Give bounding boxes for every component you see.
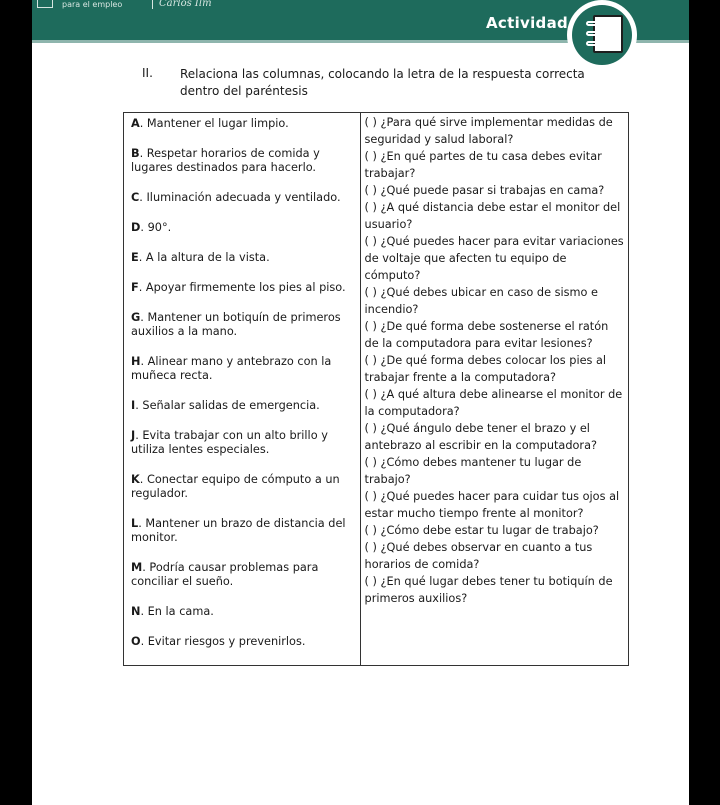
answer-text: . A la altura de la vista.: [138, 251, 270, 264]
answer-item: [131, 117, 354, 131]
answer-letter: H: [131, 355, 141, 368]
question-item[interactable]: ( ) ¿Cómo debe estar tu lugar de trabajo?: [364, 524, 599, 537]
question-item[interactable]: ( ) ¿Cómo debes mantener tu lugar de trabajo?: [364, 456, 582, 486]
answer-letter: J: [131, 429, 136, 442]
answer-text: . Evitar riesgos y prevenirlos.: [140, 635, 306, 648]
answer-letter: B: [131, 147, 140, 160]
questions-column: [360, 113, 628, 666]
answer-text: . 90°.: [140, 221, 172, 234]
answer-text: . Respetar horarios de comida y lugares destinados para hacerlo.: [131, 147, 320, 174]
answer-text: . En la cama.: [140, 605, 214, 618]
matching-table: [123, 112, 629, 666]
section-number: II.: [142, 66, 153, 80]
question-item[interactable]: ( ) ¿A qué altura debe alinearse el monitor de la computadora?: [364, 388, 623, 418]
answer-letter: O: [131, 635, 141, 648]
answer-text: . Podría causar problemas para conciliar el sueño.: [131, 561, 319, 588]
answer-item: [131, 517, 354, 545]
answer-letter: K: [131, 473, 140, 486]
answers-column: [124, 113, 361, 666]
answer-letter: L: [131, 517, 139, 530]
answer-text: . Conectar equipo de cómputo a un regulador.: [131, 473, 340, 500]
book-icon: [37, 0, 53, 8]
answer-item: [131, 191, 354, 205]
activity-title: Actividad: [486, 14, 569, 32]
left-margin: [0, 0, 32, 805]
answer-item: [131, 221, 354, 235]
instruction-text: Relaciona las columnas, colocando la letra de la respuesta correcta dentro del paréntesis: [180, 67, 585, 98]
answer-letter: D: [131, 221, 141, 234]
answer-item: [131, 635, 354, 649]
answer-letter: F: [131, 281, 139, 294]
answer-item: [131, 355, 354, 383]
answer-letter: M: [131, 561, 143, 574]
answer-letter: G: [131, 311, 141, 324]
answer-item: [131, 147, 354, 175]
answer-text: . Iluminación adecuada y ventilado.: [139, 191, 341, 204]
answer-letter: A: [131, 117, 140, 130]
question-item[interactable]: ( ) ¿Qué puede pasar si trabajas en cama?: [364, 184, 605, 197]
question-item[interactable]: ( ) ¿En qué lugar debes tener tu botiquín de primeros auxilios?: [364, 575, 613, 605]
worksheet-page: [32, 0, 689, 805]
question-item[interactable]: ( ) ¿En qué partes de tu casa debes evitar trabajar?: [364, 150, 602, 180]
right-margin: [689, 0, 720, 805]
question-item[interactable]: ( ) ¿De qué forma debe sostenerse el ratón de la computadora para evitar lesiones?: [364, 320, 609, 350]
answer-text: . Evita trabajar con un alto brillo y utiliza lentes especiales.: [131, 429, 328, 456]
header-top-label: para el empleo: [62, 0, 123, 9]
answer-letter: I: [131, 399, 136, 412]
question-item[interactable]: ( ) ¿Para qué sirve implementar medidas de seguridad y salud laboral?: [364, 116, 613, 146]
answer-item: [131, 605, 354, 619]
answer-item: [131, 251, 354, 265]
answer-text: . Mantener un botiquín de primeros auxilios a la mano.: [131, 311, 341, 338]
answer-item: [131, 399, 354, 413]
question-item[interactable]: ( ) ¿De qué forma debes colocar los pies al trabajar frente a la computadora?: [364, 354, 607, 384]
question-item[interactable]: ( ) ¿A qué distancia debe estar el monitor del usuario?: [364, 201, 621, 231]
answer-item: [131, 429, 354, 457]
answer-text: . Mantener el lugar limpio.: [139, 117, 289, 130]
answer-letter: C: [131, 191, 140, 204]
answer-text: . Mantener un brazo de distancia del monitor.: [131, 517, 346, 544]
answer-letter: E: [131, 251, 139, 264]
answer-text: . Alinear mano y antebrazo con la muñeca recta.: [131, 355, 332, 382]
answer-text: . Señalar salidas de emergencia.: [135, 399, 320, 412]
question-item[interactable]: ( ) ¿Qué debes observar en cuanto a tus horarios de comida?: [364, 541, 593, 571]
answer-item: [131, 281, 354, 295]
answer-text: . Apoyar firmemente los pies al piso.: [138, 281, 346, 294]
notebook-ring-icon: [586, 21, 598, 26]
question-item[interactable]: ( ) ¿Qué puedes hacer para cuidar tus ojos al estar mucho tiempo frente al monitor?: [364, 490, 620, 520]
notebook-ring-icon: [586, 41, 598, 46]
answer-item: [131, 311, 354, 339]
answer-item: [131, 561, 354, 589]
handwritten-signature: Carlos Ilm: [152, 0, 212, 9]
answer-item: [131, 473, 354, 501]
question-item[interactable]: ( ) ¿Qué puedes hacer para evitar variaciones de voltaje que afecten tu equipo de cómputo?: [364, 235, 624, 282]
question-item[interactable]: ( ) ¿Qué debes ubicar en caso de sismo e incendio?: [364, 286, 598, 316]
answer-letter: N: [131, 605, 141, 618]
question-item[interactable]: ( ) ¿Qué ángulo debe tener el brazo y el antebrazo al escribir en la computadora?: [364, 422, 597, 452]
notebook-ring-icon: [586, 31, 598, 36]
